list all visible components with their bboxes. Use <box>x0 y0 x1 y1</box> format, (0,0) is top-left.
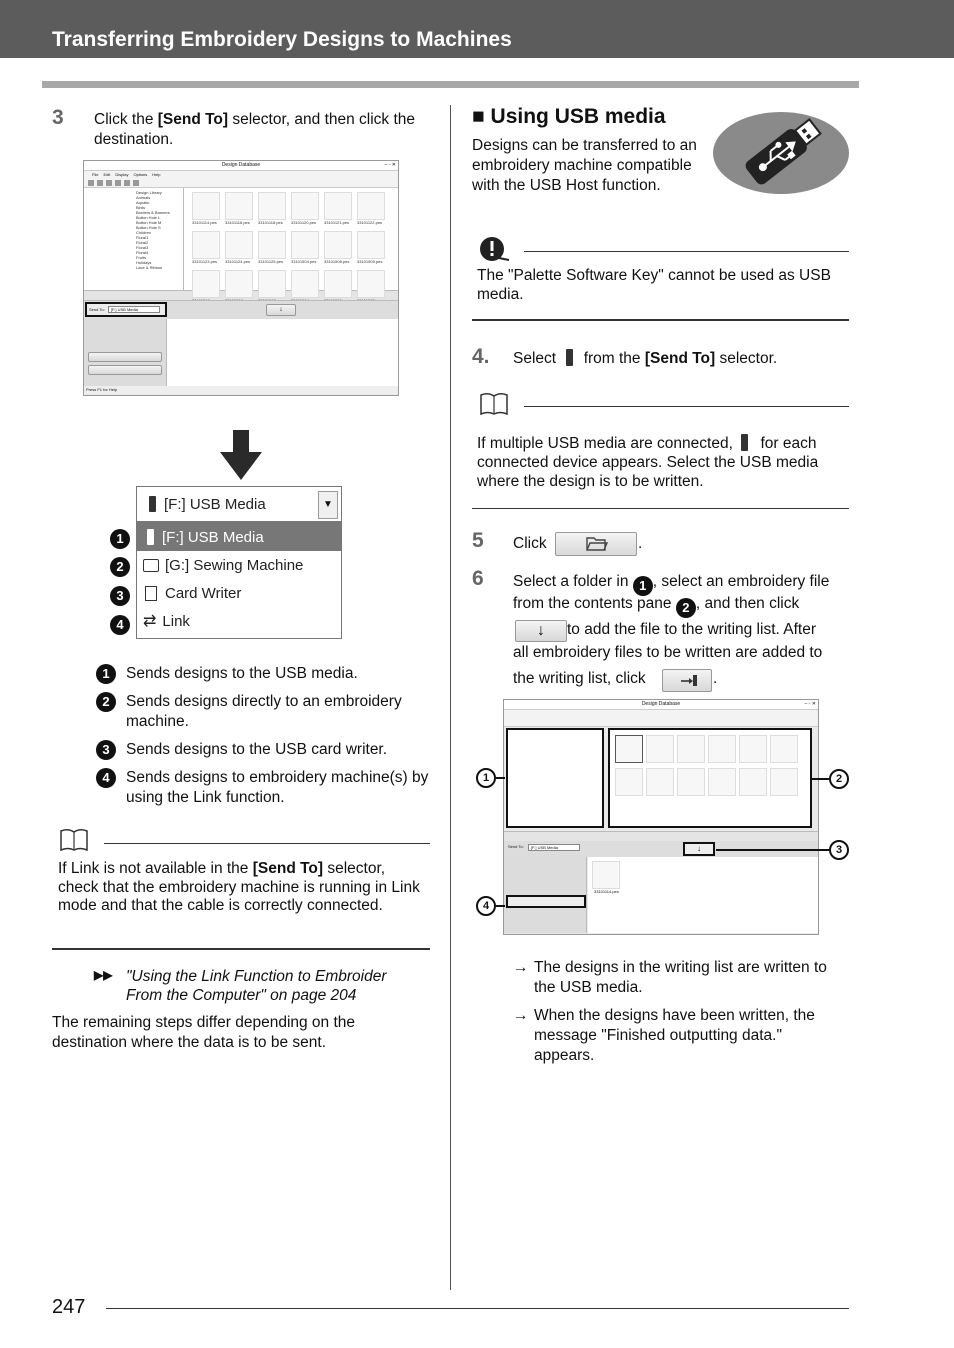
dropdown-item-label: Card Writer <box>165 584 242 602</box>
folder-tree[interactable] <box>84 188 184 290</box>
thumbnail-grid <box>192 192 398 303</box>
step6-text: the writing list, click <box>513 670 646 687</box>
step-number: 6 <box>472 567 484 590</box>
writing-controls <box>84 319 167 386</box>
caution-text: The "Palette Software Key" cannot be used as USB media. <box>477 267 831 303</box>
write-button-highlight[interactable] <box>506 895 586 908</box>
step3-text-bold: [Send To] <box>157 111 229 128</box>
toolbar-view-icon[interactable] <box>115 180 121 186</box>
design-thumbnail[interactable] <box>739 768 767 796</box>
callout-number: 1 <box>633 576 653 596</box>
step5-text-post: . <box>638 535 643 552</box>
design-thumbnail[interactable]: 33101504.pes <box>291 231 321 264</box>
column-divider <box>450 105 451 1290</box>
design-thumbnail[interactable]: 33101116.pes <box>225 192 255 225</box>
step3-text-pre: Click the <box>94 111 158 128</box>
design-thumbnail[interactable] <box>192 270 222 303</box>
step6-line2 <box>513 594 799 618</box>
usb-stick-icon <box>149 496 156 512</box>
tree-item[interactable]: Children <box>136 230 151 235</box>
tree-item[interactable]: Design Library <box>136 190 162 195</box>
design-thumbnail[interactable] <box>646 768 674 796</box>
write-button[interactable] <box>662 669 712 692</box>
window-controls-icon: – ▫ ✕ <box>804 701 816 707</box>
note2-text-pre: If multiple USB media are connected, <box>477 435 738 452</box>
design-database-screenshot <box>83 160 399 396</box>
legend-text: Sends designs directly to an embroidery machine. <box>126 693 402 730</box>
add-to-writing-list-button-highlight[interactable]: ↓ <box>683 842 715 856</box>
design-thumbnail[interactable] <box>646 735 674 763</box>
design-thumbnail[interactable] <box>677 735 705 763</box>
design-thumbnail[interactable] <box>615 735 643 763</box>
writing-list-item-label: 33101114.pes <box>594 889 619 894</box>
legend-text: Sends designs to embroidery machine(s) by using the Link function. <box>126 769 429 806</box>
tree-item[interactable]: Borders & Banners <box>136 210 170 215</box>
result-arrow-icon: → <box>513 959 529 976</box>
note2-rule <box>524 406 849 407</box>
window-title: Design Database <box>221 162 261 168</box>
design-thumbnail[interactable] <box>324 270 354 303</box>
toolbar-list-icon[interactable] <box>124 180 130 186</box>
callout-line <box>716 849 829 851</box>
dropdown-item-link[interactable] <box>137 607 341 635</box>
add-to-writing-list-button[interactable]: ↓ <box>515 620 567 642</box>
design-thumbnail[interactable]: 33101118.pes <box>258 192 288 225</box>
tree-item[interactable]: Floral2 <box>136 240 149 245</box>
window-titlebar <box>504 700 818 710</box>
note2-text <box>477 434 849 491</box>
result-arrow-icon: → <box>513 1007 529 1024</box>
dropdown-item-usb-media[interactable] <box>137 523 341 551</box>
usb-stick-icon <box>566 349 573 366</box>
note2-text-post: for each connected device appears. Select the USB media where the design is to be written. <box>477 435 819 490</box>
note-text <box>58 860 428 916</box>
tree-item[interactable]: Button Hole L <box>136 215 161 220</box>
tree-item[interactable]: Floral1 <box>136 235 149 240</box>
sewing-machine-icon <box>143 559 159 572</box>
write-button[interactable] <box>88 352 162 362</box>
book-memo-icon <box>479 392 509 416</box>
writing-list <box>167 319 398 386</box>
design-thumbnail[interactable]: 33101509.pes <box>357 231 387 264</box>
design-thumbnail[interactable] <box>739 735 767 763</box>
tree-item[interactable]: Lace & Ribbon <box>136 265 163 270</box>
menu-and-toolbar <box>504 710 818 727</box>
writing-area <box>504 857 818 933</box>
caution-icon <box>479 236 511 262</box>
menu-bar <box>84 171 398 178</box>
callout-number: 2 <box>829 769 849 789</box>
step6-text: . <box>713 670 718 687</box>
design-thumbnail[interactable] <box>708 768 736 796</box>
writing-list <box>588 857 818 933</box>
book-memo-icon <box>59 828 89 852</box>
browser-panes <box>84 188 398 290</box>
writing-area <box>84 319 398 386</box>
step-number: 5 <box>472 529 484 552</box>
toolbar-scissors-icon[interactable] <box>88 180 94 186</box>
callout-line <box>810 778 829 780</box>
note-text-bold: [Send To] <box>252 860 324 877</box>
step6-text: all embroidery files to be written are added to <box>513 644 823 661</box>
folder-tree-highlight[interactable] <box>506 728 604 828</box>
writing-list-thumbnail[interactable] <box>592 861 620 889</box>
callout-number: 2 <box>676 598 696 618</box>
window-titlebar <box>84 161 398 171</box>
step4-text-post: from the <box>579 350 645 367</box>
callout-number: 1 <box>476 768 496 788</box>
callout-line <box>496 777 505 779</box>
design-thumbnail[interactable] <box>357 270 387 303</box>
toolbar-paste-icon[interactable] <box>106 180 112 186</box>
sendto-bar <box>84 300 398 319</box>
toolbar <box>84 178 398 188</box>
step6-text: from the contents pane <box>513 595 676 612</box>
tree-item[interactable]: Aquatic <box>136 200 150 205</box>
design-thumbnail[interactable]: 33101120.pes <box>291 192 321 225</box>
callout-number: 4 <box>110 615 130 635</box>
dropdown-item-label: [G:] Sewing Machine <box>165 556 304 574</box>
dropdown-item-card-writer[interactable] <box>137 579 341 607</box>
design-thumbnail[interactable]: 33101125.pes <box>258 231 288 264</box>
callout-number: 2 <box>110 557 130 577</box>
section-heading <box>472 105 666 129</box>
callout-line <box>496 905 505 907</box>
menu-file[interactable]: File <box>92 172 99 177</box>
caution-bottom-rule <box>472 319 849 321</box>
step6-text: Select a folder in <box>513 573 633 590</box>
browse-folder-button[interactable] <box>555 532 637 556</box>
step6-text: , select an embroidery file <box>652 573 830 590</box>
design-thumbnail[interactable] <box>770 768 798 796</box>
menu-options[interactable]: Options <box>133 172 148 177</box>
step6-text: to add the file to the writing list. After <box>567 621 816 638</box>
design-thumbnail[interactable]: 33101123.pes <box>192 231 222 264</box>
legend-number: 2 <box>96 692 116 712</box>
callout-number: 3 <box>110 586 130 606</box>
caution-rule <box>524 251 849 252</box>
card-writer-icon <box>145 586 157 601</box>
tree-item[interactable]: Floral4 <box>136 250 149 255</box>
tree-item[interactable]: Floral3 <box>136 245 149 250</box>
step6-text: , and then click <box>695 595 800 612</box>
thumbnail-grid <box>615 735 810 796</box>
legend-text: Sends designs to the USB card writer. <box>126 741 388 758</box>
dropdown-item-sewing-machine[interactable] <box>137 551 341 579</box>
write-to-media-icon <box>663 670 711 691</box>
legend-text: Sends designs to the USB media. <box>126 665 358 682</box>
status-bar: Press F1 for Help <box>84 386 398 394</box>
sendto-label: Send To: <box>89 307 105 312</box>
down-arrow-icon <box>220 430 262 480</box>
step4-text-bold: [Send To] <box>644 350 716 367</box>
chevron-down-icon[interactable]: ▼ <box>318 491 338 519</box>
link-icon: ⇄ <box>143 613 157 630</box>
page-number: 247 <box>52 1296 86 1318</box>
footer-rule <box>106 1308 849 1309</box>
note-bottom-rule <box>52 948 430 950</box>
sendto-select[interactable]: [F:] USB Media <box>528 844 580 851</box>
tree-item[interactable]: Holidays <box>136 260 152 265</box>
result-text: When the designs have been written, the message "Finished outputting data." appears. <box>534 1007 815 1064</box>
window-controls-icon: – ▫ ✕ <box>384 162 396 168</box>
result-text: The designs in the writing list are written to the USB media. <box>534 959 827 996</box>
usb-media-illustration <box>712 111 850 195</box>
dropdown-item-label: [F:] USB Media <box>162 528 264 546</box>
menu-display[interactable]: Display <box>115 172 129 177</box>
page-header-title: Transferring Embroidery Designs to Machines <box>52 28 512 51</box>
contents-pane-highlight <box>608 728 812 828</box>
sendto-highlight <box>85 302 167 317</box>
step4-text-tail: selector. <box>715 350 778 367</box>
tree-item[interactable]: Button Hole M <box>136 220 162 225</box>
usb-stick-icon <box>147 529 154 545</box>
pane-footer <box>504 831 818 841</box>
tree-item[interactable]: Fruits <box>136 255 146 260</box>
step-number: 4. <box>472 345 490 368</box>
design-thumbnail[interactable] <box>291 270 321 303</box>
design-thumbnail[interactable] <box>677 768 705 796</box>
step5-text-pre: Click <box>513 535 547 552</box>
window-title: Design Database <box>641 701 681 707</box>
sendto-group <box>508 844 580 851</box>
step3-text <box>94 110 424 150</box>
callout-number: 3 <box>829 840 849 860</box>
section-intro: Designs can be transferred to an embroidery machine compatible with the USB Host function. <box>472 137 697 194</box>
header-rule <box>42 81 859 88</box>
sendto-label: Send To: <box>508 844 524 849</box>
folder-icon <box>556 533 636 555</box>
design-thumbnail[interactable]: 33101508.pes <box>324 231 354 264</box>
design-thumbnail[interactable] <box>615 768 643 796</box>
tree-item[interactable]: Button Hole S <box>136 225 161 230</box>
dropdown-item-label: Link <box>162 612 190 630</box>
sendto-select[interactable]: [F:] USB Media <box>108 306 160 313</box>
callout-number: 4 <box>476 896 496 916</box>
step3-text-post: selector, and then click the destination. <box>94 111 416 148</box>
legend-number: 4 <box>96 768 116 788</box>
dropdown-selected-value: [F:] USB Media <box>164 495 266 513</box>
design-thumbnail[interactable]: 33101114.pes <box>192 192 222 225</box>
design-thumbnail[interactable]: 33101122.pes <box>357 192 387 225</box>
delete-button[interactable] <box>88 365 162 375</box>
reference-arrow-icon: ▶▶ <box>94 968 113 982</box>
add-to-writing-list-button[interactable]: ↓ <box>266 304 296 316</box>
remaining-steps-text: The remaining steps differ depending on the destination where the data is to be sent. <box>52 1014 356 1051</box>
callout-number: 1 <box>110 529 130 549</box>
toolbar-copy-icon[interactable] <box>97 180 103 186</box>
usb-stick-icon <box>741 434 748 451</box>
legend-number: 3 <box>96 740 116 760</box>
tree-item[interactable]: Animals <box>136 195 151 200</box>
step4-text <box>513 349 853 369</box>
design-thumbnail[interactable] <box>708 735 736 763</box>
browser-panes <box>504 727 818 831</box>
step-number: 3 <box>52 106 64 129</box>
section-bullet-icon: ■ <box>472 105 485 128</box>
design-thumbnail[interactable] <box>258 270 288 303</box>
step6-line1 <box>513 572 829 596</box>
design-thumbnail[interactable]: 33101121.pes <box>324 192 354 225</box>
design-thumbnail[interactable]: 33101124.pes <box>225 231 255 264</box>
step4-text-pre: Select <box>513 350 561 367</box>
note-text-pre: If Link is not available in the <box>58 860 253 877</box>
sendto-dropdown[interactable] <box>136 486 342 522</box>
note-text-post: selector, check that the embroidery machine is running in Link mode and that the cable is correctly connected. <box>58 860 420 914</box>
legend-number: 1 <box>96 664 116 684</box>
tree-item[interactable]: Birds <box>136 205 146 210</box>
toolbar-detail-icon[interactable] <box>133 180 139 186</box>
design-thumbnail[interactable] <box>225 270 255 303</box>
design-database-screenshot-2 <box>503 699 819 935</box>
reference-link[interactable]: "Using the Link Function to Embroider From the Computer" on page 204 <box>126 968 387 1004</box>
note2-bottom-rule <box>472 508 849 509</box>
menu-edit[interactable]: Edit <box>103 172 111 177</box>
menu-help[interactable]: Help <box>152 172 161 177</box>
section-title: Using USB media <box>490 105 666 128</box>
note-rule <box>104 843 430 844</box>
design-thumbnail[interactable] <box>770 735 798 763</box>
dropdown-list <box>136 522 342 639</box>
contents-pane <box>184 188 398 290</box>
